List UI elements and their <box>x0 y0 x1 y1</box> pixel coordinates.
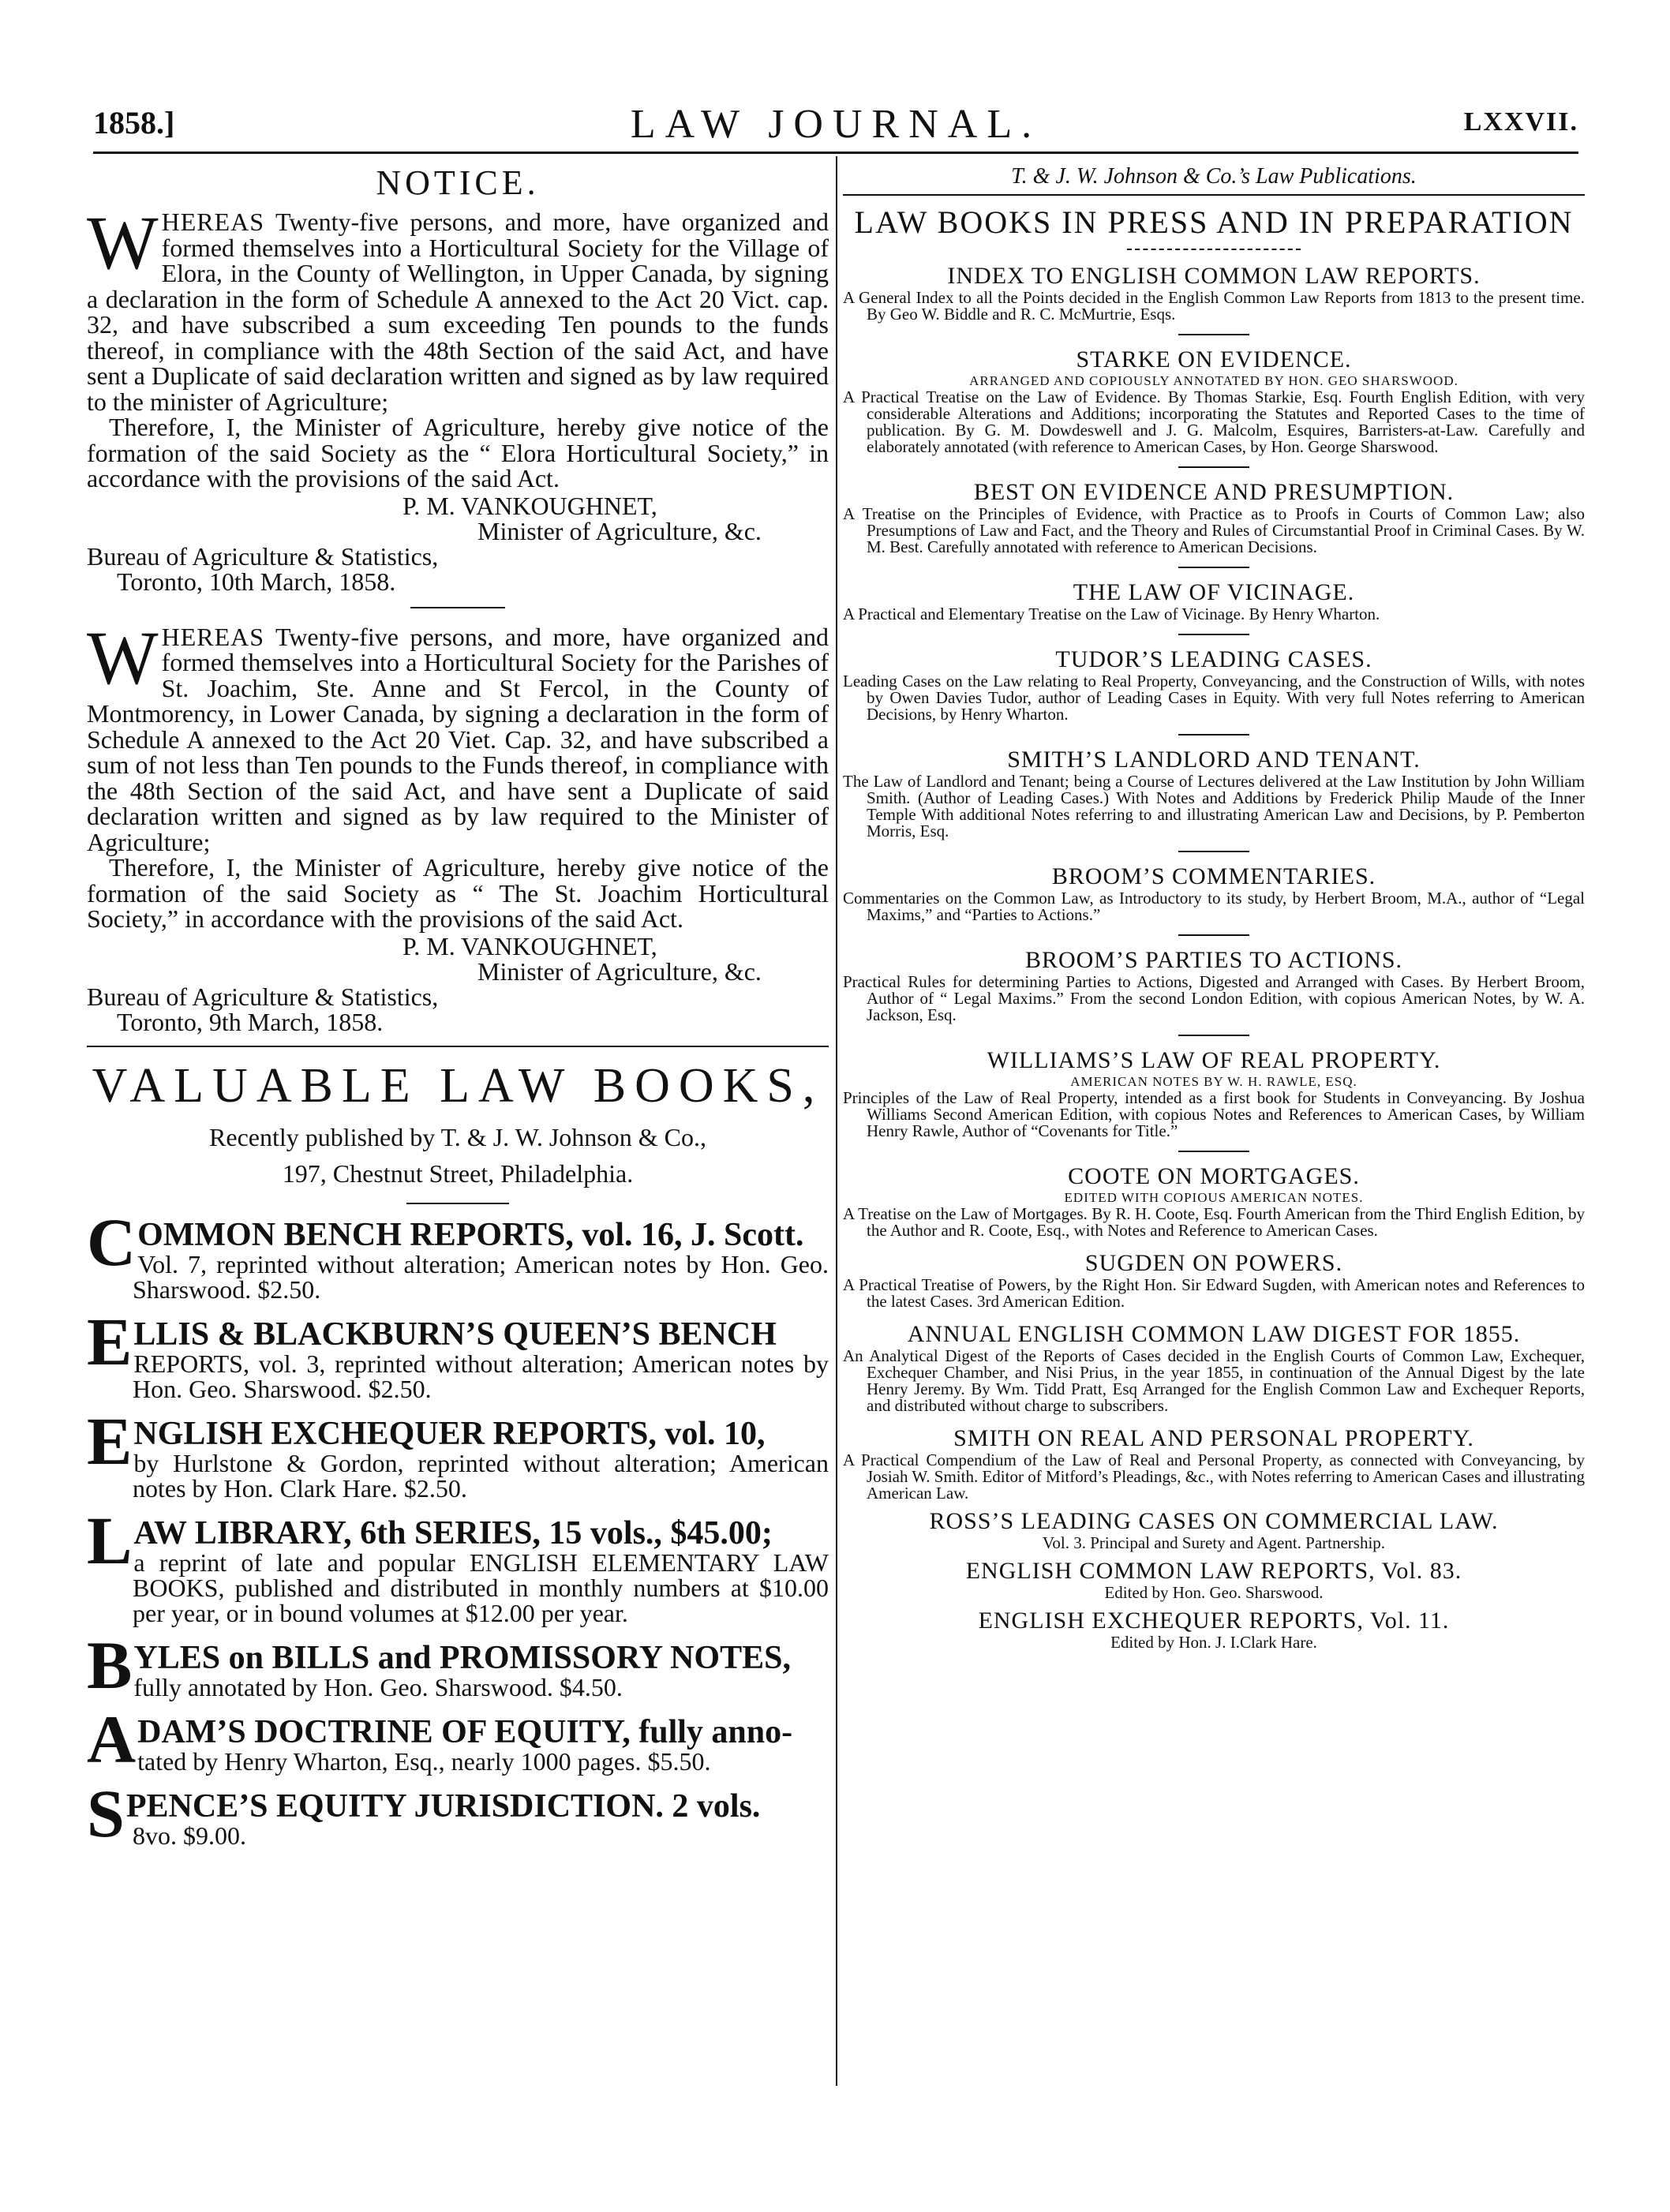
entry-description: An Analytical Digest of the Reports of Cases decided in the English Courts of Common Law, Exchequer, Exchequer Chamber, and Nisi Prius, in the year 1855, in continuation of the Annual Digest by the late Henry Jeremy. By Wm. Tidd Pratt, Esq Arranged for the English Common Law and Exchequer Reports, and distributed without charge to subscribers. <box>843 1346 1585 1415</box>
book-description: REPORTS, vol. 3, reprinted without alteration; American notes by Hon. Geo. Sharswood. $2.50. <box>133 1349 829 1403</box>
book-initial: E <box>87 1402 133 1479</box>
notice-therefore: Therefore, I, the Minister of Agriculture, hereby give notice of the formation of the said Society as the “ Elora Horticultural Society,” in accordance with the provisions of the said Act. <box>87 413 829 492</box>
entry-rule <box>1178 634 1249 635</box>
entry-description: Edited by Hon. J. I.Clark Hare. <box>1110 1633 1317 1652</box>
book-description: 8vo. $9.00. <box>133 1821 246 1850</box>
entry-rule <box>1178 934 1249 936</box>
notice-st-joachim <box>87 615 829 1036</box>
entry-item <box>843 479 1585 568</box>
book-description: Vol. 7, reprinted without alteration; American notes by Hon. Geo. Sharswood. $2.50. <box>133 1249 829 1304</box>
entry-title: ROSS’S LEADING CASES ON COMMERCIAL LAW. <box>929 1508 1499 1534</box>
entry-description: A Treatise on the Principles of Evidence, with Practice as to Proofs in Courts of Common Law; also Presumptions of Law and Fact, and the Theory and Rules of Circumstantial Proof in Criminal Cases. By W. M. Best. Carefully annotated with reference to American Decisions. <box>843 504 1585 556</box>
notice-text: Twenty-five persons, and more, have organized and formed themselves into a Horticultural Society for the Parishes of St. Joachim, Ste. Anne and St Fercol, in the County of Montmorency, in Lower Canada, by signing a declaration in the form of Schedule A annexed to the Act 20 Viet. Cap. 32, and have subscribed a sum of not less than Ten pounds to the Funds thereof, in compliance with the 48th Section of the said Act, and have sent a Duplicate of said declaration written and signed as by law required to the Minister of Agriculture; <box>87 622 829 856</box>
entry-title: WILLIAMS’S LAW OF REAL PROPERTY. <box>987 1047 1441 1073</box>
entry-title: BEST ON EVIDENCE AND PRESUMPTION. <box>973 479 1455 505</box>
entry-description: Commentaries on the Common Law, as Introductory to its study, by Herbert Broom, M.A., author of “Legal Maxims,” and “Parties to Actions.” <box>843 889 1585 924</box>
book-initial: A <box>87 1701 137 1777</box>
place-date: Toronto, 10th March, 1858. <box>117 567 396 596</box>
section-rule <box>1127 249 1301 250</box>
entry-description: Practical Rules for determining Parties to Actions, Digested and Arranged with Cases. By Herbert Broom, Author of “ Legal Maxims.” From the second London Edition, with copious American Notes, by W. A. Jackson, Esq. <box>843 972 1585 1024</box>
entry-item <box>843 1425 1585 1502</box>
publisher-line: Recently published by T. & J. W. Johnson & Co., <box>209 1122 706 1151</box>
entry-description: Edited by Hon. Geo. Sharswood. <box>1104 1583 1324 1602</box>
publisher-heading: T. & J. W. Johnson & Co.’s Law Publications. <box>1011 164 1417 189</box>
drop-cap: W <box>87 200 159 285</box>
entry-item <box>843 1608 1585 1651</box>
book-description: a reprint of late and popular ENGLISH ELEMENTARY LAW BOOKS, published and distributed in monthly numbers at $10.00 per year, or in bound volumes at $12.00 per year. <box>133 1548 829 1627</box>
entry-title: THE LAW OF VICINAGE. <box>1073 579 1355 605</box>
journal-title: LAW JOURNAL. <box>630 102 1042 147</box>
entry-item <box>843 1250 1585 1310</box>
entry-item <box>843 1321 1585 1414</box>
book-initial: S <box>87 1775 125 1851</box>
place-date: Toronto, 9th March, 1858. <box>117 1007 384 1036</box>
book-initial: B <box>87 1626 133 1703</box>
address-line: 197, Chestnut Street, Philadelphia. <box>282 1158 634 1188</box>
book-description: tated by Henry Wharton, Esq., nearly 1000 pages. $5.50. <box>137 1746 711 1776</box>
book-description: fully annotated by Hon. Geo. Sharswood. $4.50. <box>133 1672 623 1701</box>
entry-subtitle: AMERICAN NOTES BY W. H. RAWLE, ESQ. <box>1070 1074 1357 1089</box>
signer-name: P. M. VANKOUGHNET, <box>403 491 657 520</box>
entry-title: SMITH ON REAL AND PERSONAL PROPERTY. <box>953 1425 1474 1451</box>
section-rule <box>406 1203 509 1204</box>
notice-text: Twenty-five persons, and more, have organized and formed themselves into a Horticultural Society for the Village of Elora, in the County of Wellington, in Upper Canada, by signing a declaration in the form of Schedule A annexed to the Act 20 Vict. cap. 32, and have subscribed a sum exceeding Ten pounds to the funds thereof, in compliance with the 48th Section of the said Act, and have sent a Duplicate of said declaration written and signed as by law required to the minister of Agriculture; <box>87 208 829 416</box>
book-item <box>87 1701 829 1777</box>
entry-title: INDEX TO ENGLISH COMMON LAW REPORTS. <box>947 263 1481 289</box>
entry-item <box>843 747 1585 852</box>
entry-item <box>843 579 1585 635</box>
entry-rule <box>1178 1035 1249 1036</box>
book-item <box>87 1775 829 1851</box>
entry-description: A Practical Compendium of the Law of Real and Personal Property, as connected with Conveyancing, by Josiah W. Smith. Editor of Mitford’s Pleadings, &c., with Notes referring to American Cases and illustrating American Law. <box>843 1450 1585 1503</box>
entry-description: A Practical Treatise of Powers, by the Right Hon. Sir Edward Sugden, with American notes and References to the latest Cases. 3rd American Edition. <box>843 1275 1585 1311</box>
book-initial: E <box>87 1303 133 1379</box>
entry-title: BROOM’S PARTIES TO ACTIONS. <box>1024 947 1403 973</box>
notice-lead: HEREAS <box>161 208 265 236</box>
book-item <box>87 1402 829 1503</box>
entry-subtitle: ARRANGED AND COPIOUSLY ANNOTATED BY HON. GEO SHARSWOOD. <box>969 373 1458 388</box>
book-item <box>87 1502 829 1627</box>
signer-title: Minister of Agriculture, &c. <box>477 516 762 545</box>
section-rule <box>87 1046 829 1047</box>
press-title: LAW BOOKS IN PRESS AND IN PREPARATION <box>854 204 1574 240</box>
section-rule <box>410 607 505 608</box>
book-title: OMMON BENCH REPORTS, vol. 16, J. Scott. <box>137 1216 804 1253</box>
entry-item <box>843 1047 1585 1152</box>
entry-item <box>843 863 1585 936</box>
entry-description: A Treatise on the Law of Mortgages. By R. H. Coote, Esq. Fourth American from the Third English Edition, by the Author and R. Coote, Esq., with Notes and Reference to American Cases. <box>843 1204 1585 1240</box>
left-column <box>87 158 829 1864</box>
book-initial: L <box>87 1502 133 1578</box>
notice-body <box>87 200 829 416</box>
book-initial: C <box>87 1203 137 1280</box>
entry-item <box>843 263 1585 335</box>
entry-item <box>843 1163 1585 1239</box>
valuable-books-title: VALUABLE LAW BOOKS, <box>92 1058 824 1113</box>
entry-subtitle: EDITED WITH COPIOUS AMERICAN NOTES. <box>1064 1190 1364 1205</box>
entry-item <box>843 1508 1585 1551</box>
book-title: YLES on BILLS and PROMISSORY NOTES, <box>133 1639 791 1676</box>
entry-rule <box>1178 851 1249 852</box>
entry-title: COOTE ON MORTGAGES. <box>1068 1163 1360 1189</box>
entry-title: BROOM’S COMMENTARIES. <box>1051 863 1376 889</box>
page-year: 1858.] <box>93 105 175 140</box>
entry-description: A Practical Treatise on the Law of Evidence. By Thomas Starkie, Esq. Fourth English Edition, with very considerable Alterations and Additions; incorporating the Statutes and Reported Cases to the time of publication. By G. M. Dowdeswell and J. G. Malcolm, Esquires, Barristers-at-Law. Carefully and elaborately annotated (with reference to American Cases, by Hon. George Sharswood. <box>843 387 1585 456</box>
notice-elora <box>87 200 829 596</box>
entry-description: Leading Cases on the Law relating to Real Property, Conveyancing, and the Construction of Wills, with notes by Owen Davies Tudor, author of Leading Cases in Equity. With very full Notes referring to American Decisions, by Henry Wharton. <box>843 672 1585 724</box>
entry-title: ENGLISH EXCHEQUER REPORTS, Vol. 11. <box>978 1608 1450 1634</box>
notice-body <box>87 615 829 856</box>
right-column <box>843 164 1585 1657</box>
entry-description: A Practical and Elementary Treatise on the Law of Vicinage. By Henry Wharton. <box>843 604 1380 623</box>
entry-item <box>843 346 1585 468</box>
signer-title: Minister of Agriculture, &c. <box>477 956 762 986</box>
entry-title: SMITH’S LANDLORD AND TENANT. <box>1007 747 1421 773</box>
book-item <box>87 1203 829 1304</box>
book-item <box>87 1303 829 1403</box>
notice-title: NOTICE. <box>376 163 540 202</box>
book-item <box>87 1626 829 1703</box>
heading-rule <box>843 194 1585 196</box>
drop-cap: W <box>87 615 159 700</box>
entry-description: The Law of Landlord and Tenant; being a Course of Lectures delivered at the Law Institution by John William Smith. (Author of Leading Cases.) With Notes and Additions by Frederick Philip Maude of the Inner Temple With additional Notes referring to and illustrating American Law and Decisions, by P. Pemberton Morris, Esq. <box>843 772 1585 840</box>
notice-therefore: Therefore, I, the Minister of Agriculture, hereby give notice of the formation of the said Society as “ The St. Joachim Horticultural Society,” in accordance with the provisions of the said Act. <box>87 853 829 933</box>
entry-description: Vol. 3. Principal and Surety and Agent. Partnership. <box>1042 1533 1386 1552</box>
entry-item <box>843 646 1585 735</box>
book-title: AW LIBRARY, 6th SERIES, 15 vols., $45.00; <box>133 1514 773 1551</box>
entry-rule <box>1178 567 1249 568</box>
page-number: LXXVII. <box>1463 107 1578 137</box>
entry-title: SUGDEN ON POWERS. <box>1084 1250 1343 1276</box>
entry-description: A General Index to all the Points decided in the English Common Law Reports from 1813 to the present time. By Geo W. Biddle and R. C. McMurtrie, Esqs. <box>843 288 1585 324</box>
header-rule <box>93 152 1578 154</box>
running-head <box>93 101 1578 152</box>
entry-title: TUDOR’S LEADING CASES. <box>1055 646 1372 672</box>
book-description: by Hurlstone & Gordon, reprinted without alteration; American notes by Hon. Clark Hare. $2.50. <box>133 1448 829 1503</box>
bureau-line: Bureau of Agriculture & Statistics, <box>87 982 439 1011</box>
entry-rule <box>1178 734 1249 735</box>
column-divider <box>836 156 837 2086</box>
book-title: DAM’S DOCTRINE OF EQUITY, fully anno- <box>137 1713 793 1750</box>
entry-rule <box>1178 334 1249 335</box>
book-title: LLIS & BLACKBURN’S QUEEN’S BENCH <box>133 1316 777 1353</box>
entry-item <box>843 1558 1585 1601</box>
notice-lead: HEREAS <box>161 622 265 651</box>
entry-title: STARKE ON EVIDENCE. <box>1076 346 1352 372</box>
signer-name: P. M. VANKOUGHNET, <box>403 931 657 960</box>
entry-title: ANNUAL ENGLISH COMMON LAW DIGEST FOR 1855. <box>907 1321 1521 1347</box>
book-title: NGLISH EXCHEQUER REPORTS, vol. 10, <box>133 1415 766 1452</box>
entry-title: ENGLISH COMMON LAW REPORTS, Vol. 83. <box>965 1558 1462 1584</box>
entry-item <box>843 947 1585 1036</box>
entry-list <box>843 263 1585 1651</box>
book-list <box>87 1203 829 1851</box>
entry-rule <box>1178 466 1249 468</box>
entry-description: Principles of the Law of Real Property, intended as a first book for Students in Conveyancing. By Joshua Williams Second American Edition, with copious Notes and References to American Cases, by William Henry Rawle, Author of “Covenants for Title.” <box>843 1088 1585 1140</box>
entry-rule <box>1178 1151 1249 1152</box>
bureau-line: Bureau of Agriculture & Statistics, <box>87 541 439 571</box>
book-title: PENCE’S EQUITY JURISDICTION. 2 vols. <box>125 1787 761 1825</box>
